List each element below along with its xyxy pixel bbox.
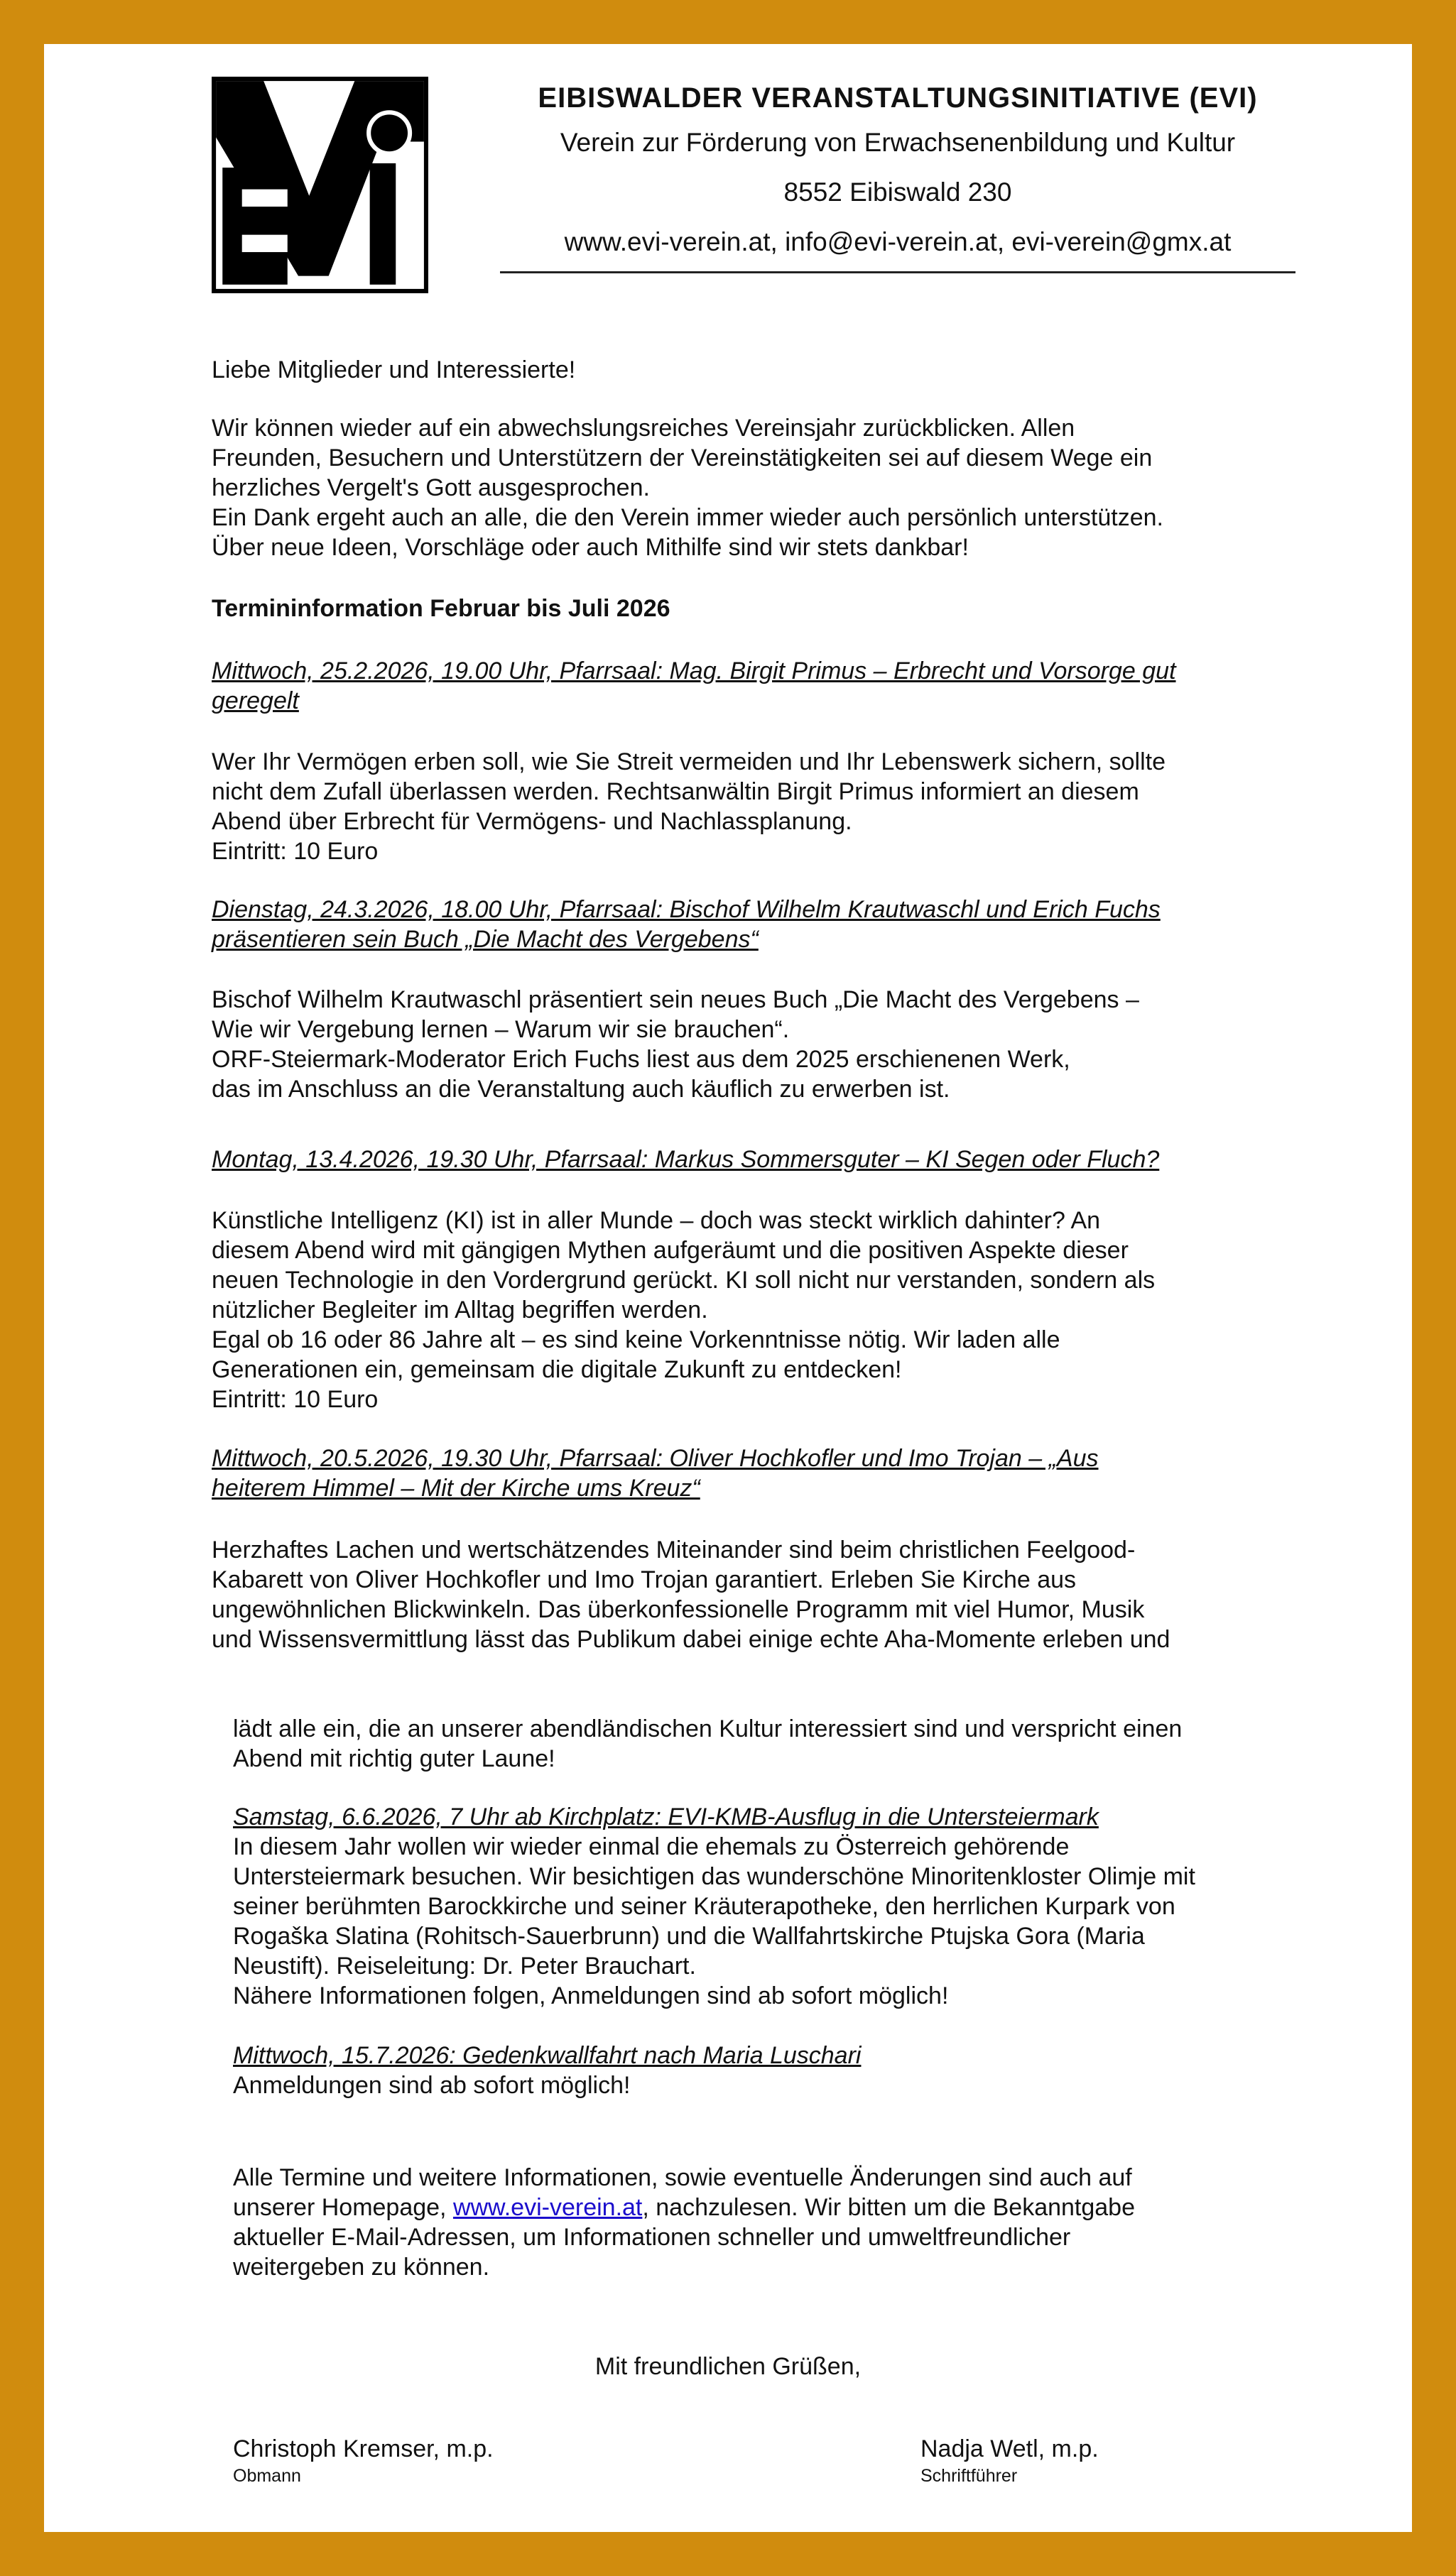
signature-name: Nadja Wetl, m.p. xyxy=(920,2435,1099,2462)
signature-schriftfuehrer xyxy=(920,2434,1099,2488)
signature-role: Schriftführer xyxy=(920,2466,1018,2486)
event-heading-5: Samstag, 6.6.2026, 7 Uhr ab Kirchplatz: EVI-KMB-Ausflug in die Untersteiermark xyxy=(233,1803,1099,1830)
signature-name: Christoph Kremser, m.p. xyxy=(233,2435,494,2462)
event-heading-1: Mittwoch, 25.2.2026, 19.00 Uhr, Pfarrsaal: Mag. Birgit Primus – Erbrecht und Vorsorge gut geregelt xyxy=(212,657,1176,714)
closing-text-2: , nachzulesen. Wir bitten um die Bekanntgabe aktueller E-Mail-Adressen, um Informationen schneller und umweltfreundlicher weitergeben zu können. xyxy=(233,2194,1136,2281)
homepage-link[interactable]: www.evi-verein.at xyxy=(452,2194,643,2221)
closing-text-1: Alle Termine und weitere Informationen, sowie eventuelle Änderungen sind auch auf unserer Homepage, xyxy=(233,2164,1132,2221)
letterhead xyxy=(479,72,1317,273)
org-address: 8552 Eibiswald 230 xyxy=(783,178,1012,207)
org-name: EIBISWALDER VERANSTALTUNGSINITIATIVE (EVI) xyxy=(538,82,1258,114)
section-title: Termininformation Februar bis Juli 2026 xyxy=(212,595,670,622)
header-rule xyxy=(500,271,1295,273)
event-body-6: Anmeldungen sind ab sofort möglich! xyxy=(233,2072,631,2099)
event-heading-6: Mittwoch, 15.7.2026: Gedenkwallfahrt nach Maria Luschari xyxy=(233,2042,862,2069)
event-heading-4: Mittwoch, 20.5.2026, 19.30 Uhr, Pfarrsaal: Oliver Hochkofler und Imo Trojan – „Aus heiterem Himmel – Mit der Kirche ums Kreuz“ xyxy=(212,1445,1099,1502)
org-contacts: www.evi-verein.at, info@evi-verein.at, evi-verein@gmx.at xyxy=(564,227,1232,256)
greeting: Liebe Mitglieder und Interessierte! xyxy=(212,356,576,383)
evi-logo xyxy=(212,77,428,293)
signature-role: Obmann xyxy=(233,2466,301,2486)
event-heading-2: Dienstag, 24.3.2026, 18.00 Uhr, Pfarrsaal: Bischof Wilhelm Krautwaschl und Erich Fuchs präsentieren sein Buch „Die Macht des Vergebens“ xyxy=(212,896,1161,953)
event-body-4-continued: lädt alle ein, die an unserer abendländischen Kultur interessiert sind und verspricht einen Abend mit richtig guter Laune! xyxy=(233,1715,1183,1772)
closing-paragraph xyxy=(233,2163,1341,2282)
event-body-1: Wer Ihr Vermögen erben soll, wie Sie Streit vermeiden und Ihr Lebenswerk sichern, sollte nicht dem Zufall überlassen werden. Rechtsanwältin Birgit Primus informiert an diesem Abend über Erbrecht für Vermögens- und Nachlassplanung. Eintritt: 10 Euro xyxy=(212,748,1166,865)
org-subtitle: Verein zur Förderung von Erwachsenenbildung und Kultur xyxy=(560,128,1236,157)
event-body-4: Herzhaftes Lachen und wertschätzendes Miteinander sind beim christlichen Feelgood- Kabarett von Oliver Hochkofler und Imo Trojan garantiert. Erleben Sie Kirche aus ungewöhnlichen Blickwinkeln. Das überkonfessionelle Programm mit viel Humor, Musik und Wissensvermittlung lässt das Publikum dabei einige echte Aha-Momente erleben und xyxy=(212,1537,1170,1653)
event-body-5: In diesem Jahr wollen wir wieder einmal die ehemals zu Österreich gehörende Untersteiermark besuchen. Wir besichtigen das wunderschöne Minoritenkloster Olimje mit seiner berühmten Barockkirche und seiner Kräuterapotheke, den herrlichen Kurpark von Rogaška Slatina (Rohitsch-Sauerbrunn) und die Wallfahrtskirche Ptujska Gora (Maria Neustift). Reiseleitung: Dr. Peter Brauchart. Nähere Informationen folgen, Anmeldungen sind ab sofort möglich! xyxy=(233,1833,1195,2009)
regards: Mit freundlichen Grüßen, xyxy=(594,2353,862,2380)
event-body-2: Bischof Wilhelm Krautwaschl präsentiert sein neues Buch „Die Macht des Vergebens – Wie wir Vergebung lernen – Warum wir sie brauchen“. ORF-Steiermark-Moderator Erich Fuchs liest aus dem 2025 erschienenen Werk, das im Anschluss an die Veranstaltung auch käuflich zu erwerben ist. xyxy=(212,986,1139,1103)
signature-obmann xyxy=(233,2434,494,2488)
intro-paragraph: Wir können wieder auf ein abwechslungsreiches Vereinsjahr zurückblicken. Allen Freunden, Besuchern und Unterstützern der Vereinstätigkeiten sei auf diesem Wege ein herzliches Vergelt's Gott ausgesprochen. Ein Dank ergeht auch an alle, die den Verein immer wieder auch persönlich unterstützen. Über neue Ideen, Vorschläge oder auch Mithilfe sind wir stets dankbar! xyxy=(212,415,1163,561)
letter-page xyxy=(44,44,1412,2532)
event-body-3: Künstliche Intelligenz (KI) ist in aller Munde – doch was steckt wirklich dahinter? An diesem Abend wird mit gängigen Mythen aufgeräumt und die positiven Aspekte dieser neuen Technologie in den Vordergrund gerückt. KI soll nicht nur verstanden, sondern als nützlicher Begleiter im Alltag begriffen werden. Egal ob 16 oder 86 Jahre alt – es sind keine Vorkenntnisse nötig. Wir laden alle Generationen ein, gemeinsam die digitale Zukunft zu entdecken! Eintritt: 10 Euro xyxy=(212,1207,1156,1413)
event-heading-3: Montag, 13.4.2026, 19.30 Uhr, Pfarrsaal: Markus Sommersguter – KI Segen oder Fluch? xyxy=(212,1146,1160,1173)
